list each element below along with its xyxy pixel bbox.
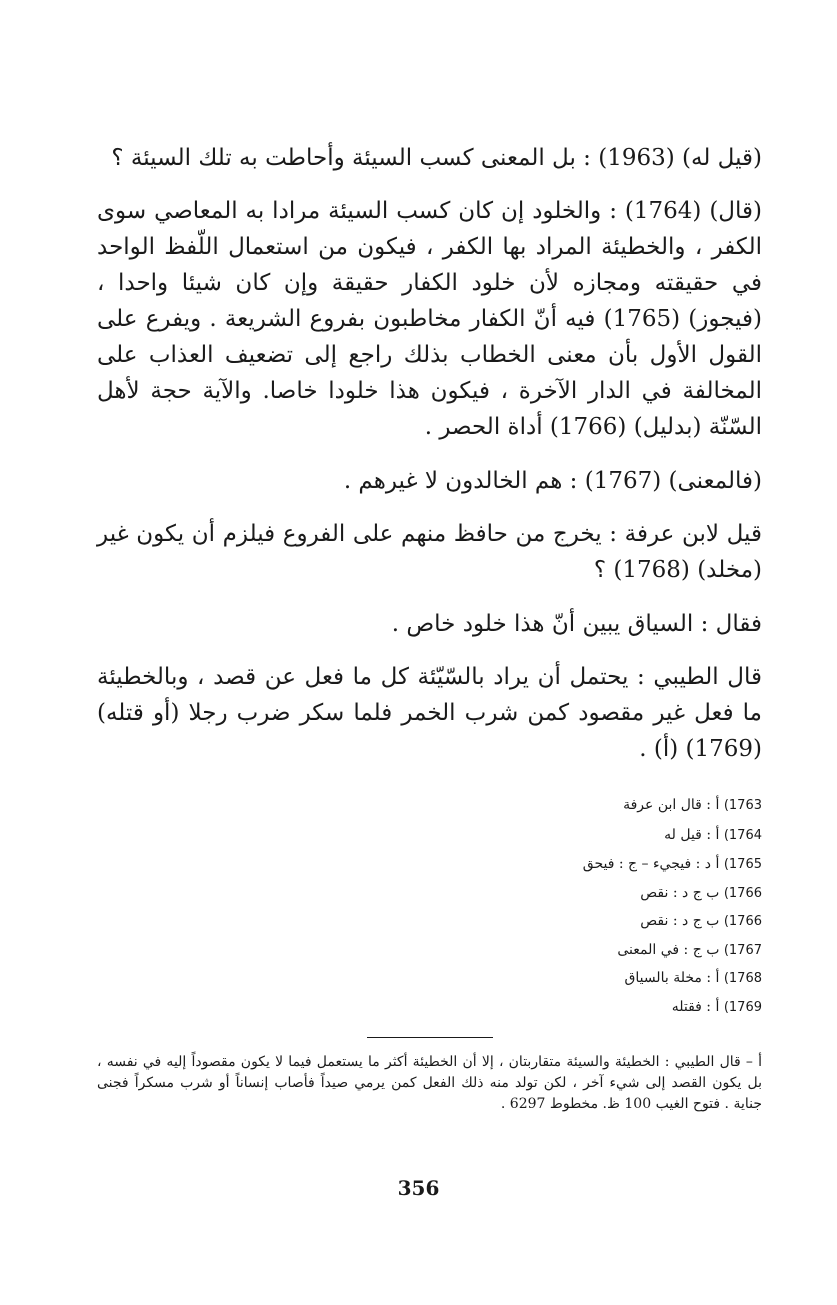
footnote-number: 1769) bbox=[723, 1000, 762, 1015]
footnote-text: ب ج د : نقص bbox=[640, 885, 720, 901]
footnote-number: 1766) bbox=[723, 886, 762, 901]
editorial-note: أ – قال الطيبي : الخطيئة والسيئة متقاربتان ، إلا أن الخطيئة أكثر ما يستعمل فيما لا يكون مقصوداً إليه في نفسه ، بل يكون القصد إلى شيء آخر ، لكن تولد منه ذلك الفعل كمن يرمي صيداً فأصاب إنساناً أو شرب مسكراً فجنى جناية . فتوح الغيب 100 ظ. مخطوط 6297 . bbox=[97, 1054, 762, 1112]
paragraph-siyaq: فقال : السياق يبين أنّ هذا خلود خاص . bbox=[391, 611, 762, 637]
footnote-text: ب ج : في المعنى bbox=[617, 942, 720, 958]
footnote-text: أ : قال ابن عرفة bbox=[623, 797, 720, 813]
footnote-item bbox=[462, 997, 762, 1018]
paragraph-ibn-arafa: قيل لابن عرفة : يخرج من حافظ منهم على الفروع فيلزم أن يكون غير (مخلد) (1768) ؟ bbox=[97, 521, 762, 583]
footnote-text: أ : مخلة بالسياق bbox=[624, 970, 720, 986]
footnote-item bbox=[462, 940, 762, 961]
footnote-item bbox=[462, 825, 762, 846]
footnote-item bbox=[462, 883, 762, 904]
footnote-text: ب ج د : نقص bbox=[640, 913, 720, 929]
footnote-number: 1763) bbox=[723, 798, 762, 813]
footnote-text: أ د : فيجيء – ج : فيحق bbox=[582, 856, 720, 872]
footnote-item bbox=[462, 911, 762, 932]
paragraph-qila-lahu: (قيل له) (1963) : بل المعنى كسب السيئة وأحاطت به تلك السيئة ؟ bbox=[111, 145, 762, 171]
footnote-item bbox=[462, 968, 762, 989]
paragraph-qala-khulud: (قال) (1764) : والخلود إن كان كسب السيئة مرادا به المعاصي سوى الكفر ، والخطيئة المراد بها الكفر ، فيكون من استعمال اللّفظ الواحد في حقيقته ومجازه لأن خلود الكفار حقيقة وإن كان شيئا واحدا ، (فيجوز) (1765) فيه أنّ الكفار مخاطبون بفروع الشريعة . ويفرع على القول الأول بأن معنى الخطاب بذلك راجع إلى تضعيف العذاب على المخالفة في الدار الآخرة ، فيكون هذا خلودا خاصا. والآية حجة لأهل السّنّة (بدليل) (1766) أداة الحصر . bbox=[97, 198, 762, 440]
paragraph-fal-mana: (فالمعنى) (1767) : هم الخالدون لا غيرهم . bbox=[343, 468, 762, 494]
footnote-number: 1768) bbox=[723, 971, 762, 986]
page-number: 356 bbox=[397, 1176, 440, 1200]
footnote-item bbox=[462, 854, 762, 875]
footnote-number: 1765) bbox=[723, 857, 762, 872]
footnote-text: أ : فقتله bbox=[671, 999, 720, 1015]
footnote-divider bbox=[367, 1037, 493, 1038]
footnote-item bbox=[462, 795, 762, 816]
footnote-number: 1766) bbox=[723, 914, 762, 929]
paragraph-tibi: قال الطيبي : يحتمل أن يراد بالسّيّئة كل ما فعل عن قصد ، وبالخطيئة ما فعل غير مقصود كمن شرب الخمر فلما سكر ضرب رجلا (أو قتله) (1769) (أ) . bbox=[97, 664, 762, 762]
footnote-number: 1767) bbox=[723, 943, 762, 958]
footnote-text: أ : قيل له bbox=[664, 827, 720, 843]
footnote-number: 1764) bbox=[723, 828, 762, 843]
